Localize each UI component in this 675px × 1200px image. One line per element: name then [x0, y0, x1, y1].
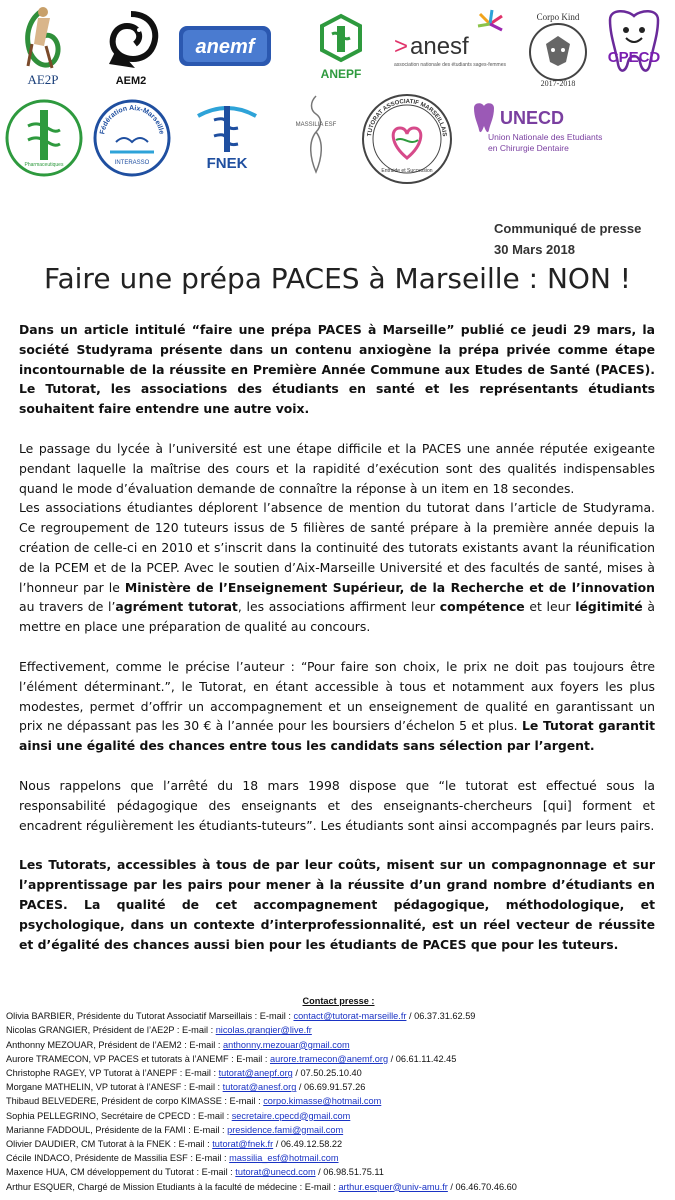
massilia-label: MASSILIA ESF [295, 122, 337, 128]
contact-row [6, 1038, 671, 1052]
massilia-logo [280, 92, 352, 182]
anemf-logo [177, 20, 273, 72]
contact-email-link[interactable]: corpo.kimasse@hotmail.com [263, 1096, 382, 1107]
fam-logo [92, 96, 172, 180]
contact-phone: / 06.61.11.42.45 [388, 1053, 457, 1064]
svg-text:>: > [394, 33, 409, 60]
contact-email-link[interactable]: aurore.tramecon@anemf.org [269, 1053, 389, 1064]
paragraph-4: Nous rappelons que l’arrêté du 18 mars 1998 dispose que “le tutorat est effectué sous la responsabilité pédagogique des enseignants et des enseignants-chercheurs [qui] forment et encadrent régulièrement les étudiants-tuteurs”. Les étudiants sont ainsi accompagnés par leurs pairs. [19, 777, 655, 833]
paragraph-3: Effectivement, comme le précise l’auteur : “Pour faire son choix, le prix ne doit pas toujours être l’élément déterminant.”, le Tutorat, en étant accessible à tous et notamment aux foyers les plus modestes, permet d’offrir un accompagnement et un enseignement de qualité en garantissant un prix ne dépassant pas les 30 € à l’année pour les boursiers d’échelon 5 et plus. Le Tutorat garantit ainsi une égalité des chances entre tous les candidats sans sélection par l’argent. [19, 658, 655, 754]
contact-text: Sophia PELLEGRINO, Secrétaire de CPECD : E-mail : [6, 1110, 232, 1121]
partner-logos [0, 0, 675, 185]
contact-email-link[interactable]: tutorat@fnek.fr [212, 1139, 274, 1150]
kimasse-logo [522, 8, 594, 88]
contact-text: Maxence HUA, CM développement du Tutorat : E-mail : [6, 1167, 236, 1178]
contact-row [6, 1151, 671, 1165]
contact-email-link[interactable]: tutorat@anesf.org [222, 1082, 297, 1093]
anepf-label: ANEPF [320, 67, 362, 81]
tutorat-subtitle: Entraide et Succession [381, 168, 433, 174]
tutorat-logo [360, 92, 454, 186]
unecd-subtitle-2: en Chirurgie Dentaire [488, 143, 569, 153]
anepf-logo [306, 12, 376, 82]
contact-email-link[interactable]: secretaire.cpecd@gmail.com [231, 1110, 351, 1121]
contact-email-link[interactable]: anthonny.mezouar@gmail.com [223, 1039, 350, 1050]
unecd-subtitle-1: Union Nationale des Etudiants [488, 132, 603, 142]
contact-email-link[interactable]: tutorat@unecd.com [235, 1167, 316, 1178]
contact-email-link[interactable]: arthur.esquer@univ-amu.fr [338, 1181, 448, 1192]
anesf-subtitle: association nationale des étudiants sages-femmes [393, 62, 507, 68]
contact-phone: / 06.49.12.58.22 [273, 1139, 343, 1150]
contact-row [6, 1137, 671, 1151]
contact-row [6, 1023, 671, 1037]
ae2p-label: AE2P [27, 72, 59, 87]
contact-phone: / 06.37.31.62.59 [406, 1011, 476, 1022]
contact-list [6, 1009, 671, 1194]
contact-email-link[interactable]: tutorat@anepf.org [218, 1068, 293, 1079]
contact-text: Anthonny MEZOUAR, Président de l’AEM2 : E-mail : [6, 1039, 224, 1050]
contacts-title: Contact presse : [302, 996, 375, 1006]
anemf-label: anemf [195, 36, 255, 58]
fami-label: Pharmaceutiques [24, 162, 64, 168]
fam-label: Fédération Aix-Marseille [99, 104, 165, 135]
kimasse-title: Corpo Kind [536, 12, 580, 22]
contact-text: Marianne FADDOUL, Présidente de la FAMI : E-mail : [6, 1124, 228, 1135]
cpecd-logo [598, 6, 670, 86]
contact-row [6, 1109, 671, 1123]
unecd-label: UNECD [500, 108, 565, 128]
contact-row [6, 1066, 671, 1080]
press-release-header [494, 218, 641, 260]
contact-row [6, 1180, 671, 1194]
paragraph-2: Les associations étudiantes déplorent l’absence de mention du tutorat dans l’article de Studyrama. Ce regroupement de 120 tuteurs issus de 5 filières de santé prépare à la première année depuis la création de celle-ci en 2010 et s’inscrit dans la continuité des tutorats existants avant la réunification de la PCEM et de la PCEP. Avec le soutien d’Aix-Marseille Université et des facultés de santé, mises à l’honneur par le Ministère de l’Enseignement Supérieur, de la Recherche et de l’innovation au travers de l’agrément tutorat, les associations affirment leur compétence et leur légitimité à mettre en place une préparation de qualité au concours. [19, 500, 655, 635]
contact-text: Cécile INDACO, Présidente de Massilia ESF : E-mail : [6, 1153, 230, 1164]
contact-row [6, 1052, 671, 1066]
contact-row [6, 1123, 671, 1137]
intro-paragraph: Dans un article intitulé “faire une prépa PACES à Marseille” publié ce jeudi 29 mars, la société Studyrama présente dans un contenu anxiogène la prépa privée comme étape incontournable de la réussite en Première Année Commune aux Etudes de Santé (PACES). Le Tutorat, les associations des étudiants en santé et les représentants étudiants souhaitent faire entendre une autre voix. [19, 322, 655, 417]
headline: Faire une prépa PACES à Marseille : NON ! [43, 262, 632, 295]
fnek-logo [190, 96, 264, 174]
unecd-logo [468, 100, 608, 156]
contact-text: Olivia BARBIER, Présidente du Tutorat Associatif Marseillais : E-mail : [6, 1011, 294, 1022]
contact-email-link[interactable]: nicolas.grangier@live.fr [215, 1025, 312, 1036]
conclusion-paragraph: Les Tutorats, accessibles à tous de par leur coûts, misent sur un compagnonnage et sur l’apprentissage par les pairs pour mener à la réussite d’un grand nombre d’étudiants en PACES. La qualité de cet accompagnement pédagogique, méthodologique, et psychologique, dans un contexte d’interprofessionnalité, est un réel vecteur de réussite et d’égalité des chances aussi bien pour les étudiants de PACES que pour les tuteurs. [19, 857, 655, 952]
press-contacts [6, 994, 671, 1194]
aem2-label: AEM2 [115, 75, 147, 87]
ae2p-logo [10, 4, 76, 90]
contact-phone: / 07.50.25.10.40 [292, 1068, 362, 1079]
contact-row [6, 1165, 671, 1179]
paragraph-1: Le passage du lycée à l’université est une étape difficile et la PACES une année réputée exigeante pendant laquelle la maîtrise des cours et la rapidité d’exécution sont des qualités indispensables quand le mode d’évaluation demande de connaître la réponse à un item en 18 secondes. [19, 440, 655, 496]
contact-text: Arthur ESQUER, Chargé de Mission Etudiants à la faculté de médecine : E-mail : [6, 1181, 339, 1192]
contact-text: Aurore TRAMECON, VP PACES et tutorats à l’ANEMF : E-mail : [6, 1053, 270, 1064]
aem2-logo [95, 8, 167, 88]
fnek-label: FNEK [206, 155, 248, 172]
fami-logo [4, 96, 84, 180]
contact-email-link[interactable]: massilia_esf@hotmail.com [229, 1153, 339, 1164]
contact-email-link[interactable]: presidence.fami@gmail.com [227, 1124, 344, 1135]
press-release-date: 30 Mars 2018 [494, 242, 575, 257]
contact-row [6, 1094, 671, 1108]
contact-text: Thibaud BELVEDERE, Président de corpo KIMASSE : E-mail : [6, 1096, 264, 1107]
contact-phone: / 06.69.91.57.26 [296, 1082, 366, 1093]
contact-row [6, 1080, 671, 1094]
contact-text: Nicolas GRANGIER, Président de l’AE2P : E-mail : [6, 1025, 216, 1036]
contact-text: Christophe RAGEY, VP Tutorat à l’ANEPF : E-mail : [6, 1068, 219, 1079]
contact-phone: / 06.98.51.75.11 [315, 1167, 384, 1178]
fam-subtitle: INTERASSO [114, 160, 150, 166]
contact-row [6, 1009, 671, 1023]
tutorat-ring-text: TUTORAT ASSOCIATIF MARSEILLAIS [367, 98, 447, 137]
anesf-label: anesf [410, 33, 469, 60]
kimasse-years: 2017-2018 [540, 79, 576, 88]
press-release-label: Communiqué de presse [494, 221, 642, 236]
contact-phone: / 06.46.70.46.60 [447, 1181, 517, 1192]
cpecd-label: CPECD [607, 49, 661, 66]
anesf-logo [390, 8, 510, 82]
contact-text: Morgane MATHELIN, VP tutorat à l’ANESF : E-mail : [6, 1082, 223, 1093]
contact-text: Olivier DAUDIER, CM Tutorat à la FNEK : E-mail : [6, 1139, 213, 1150]
contact-email-link[interactable]: contact@tutorat-marseille.fr [293, 1011, 407, 1022]
article-body [19, 320, 655, 954]
